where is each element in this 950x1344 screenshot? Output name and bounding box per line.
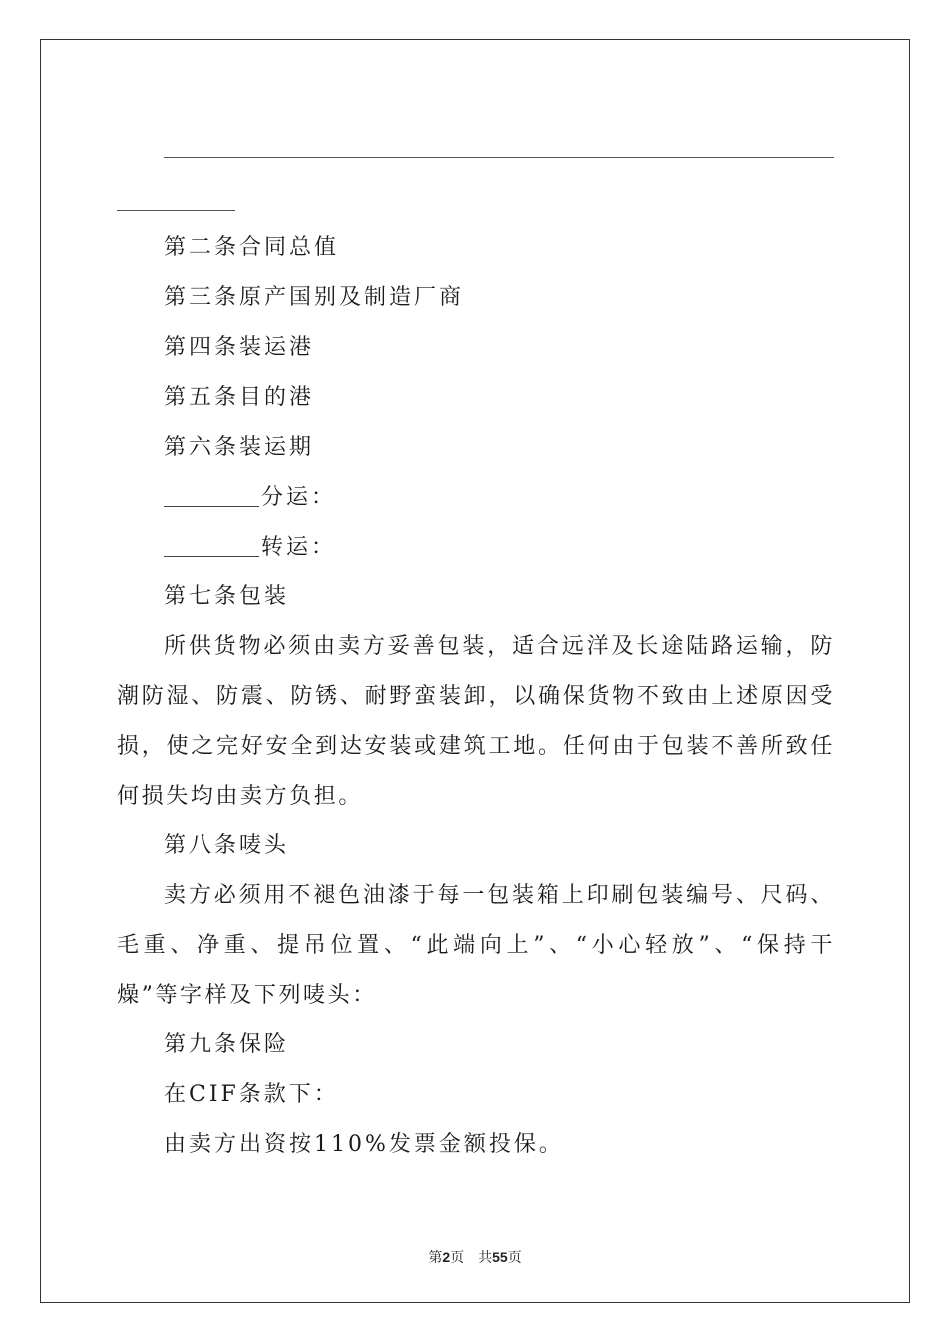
partial-shipment-label: 分运：: [261, 485, 337, 510]
fill-in-line: [164, 157, 834, 158]
clause-8-heading: 第八条唛头: [164, 833, 290, 858]
clause-5-heading: 第五条目的港: [164, 385, 315, 410]
page-number: 2: [442, 1249, 451, 1265]
clause-7-heading: 第七条包装: [164, 584, 290, 609]
footer-mid: 页 共: [450, 1250, 493, 1266]
clause-4-heading: 第四条装运港: [164, 335, 315, 360]
clause-2-heading: 第二条合同总值: [164, 235, 340, 260]
marking-paragraph: 卖方必须用不褪色油漆于每一包装箱上印刷包装编号、尺码、毛重、净重、提吊位置、“此端向上”、“小心轻放”、“保持干燥”等字样及下列唛头：: [117, 883, 835, 1008]
partial-shipment-line: [164, 483, 336, 513]
footer-suffix: 页: [507, 1250, 522, 1266]
insurance-line: 由卖方出资按110%发票金额投保。: [164, 1132, 564, 1157]
clause-9-heading: 第九条保险: [164, 1032, 290, 1057]
page-footer: [0, 1247, 950, 1267]
clause-6-heading: 第六条装运期: [164, 435, 315, 460]
cif-terms-line: 在CIF条款下：: [164, 1082, 339, 1107]
total-pages: 55: [492, 1249, 508, 1265]
transshipment-line: [164, 533, 336, 563]
packing-paragraph: 所供货物必须由卖方妥善包装，适合远洋及长途陆路运输，防潮防湿、防震、防锈、耐野蛮装卸，以确保货物不致由上述原因受损，使之完好安全到达安装或建筑工地。任何由于包装不善所致任何损失均由卖方负担。: [117, 634, 835, 809]
blank-field: [164, 536, 259, 557]
clause-3-heading: 第三条原产国别及制造厂商: [164, 285, 465, 310]
transshipment-label: 转运：: [261, 535, 337, 560]
blank-field: [164, 486, 259, 507]
fill-in-line-continuation: [117, 210, 235, 211]
footer-prefix: 第: [428, 1250, 443, 1266]
